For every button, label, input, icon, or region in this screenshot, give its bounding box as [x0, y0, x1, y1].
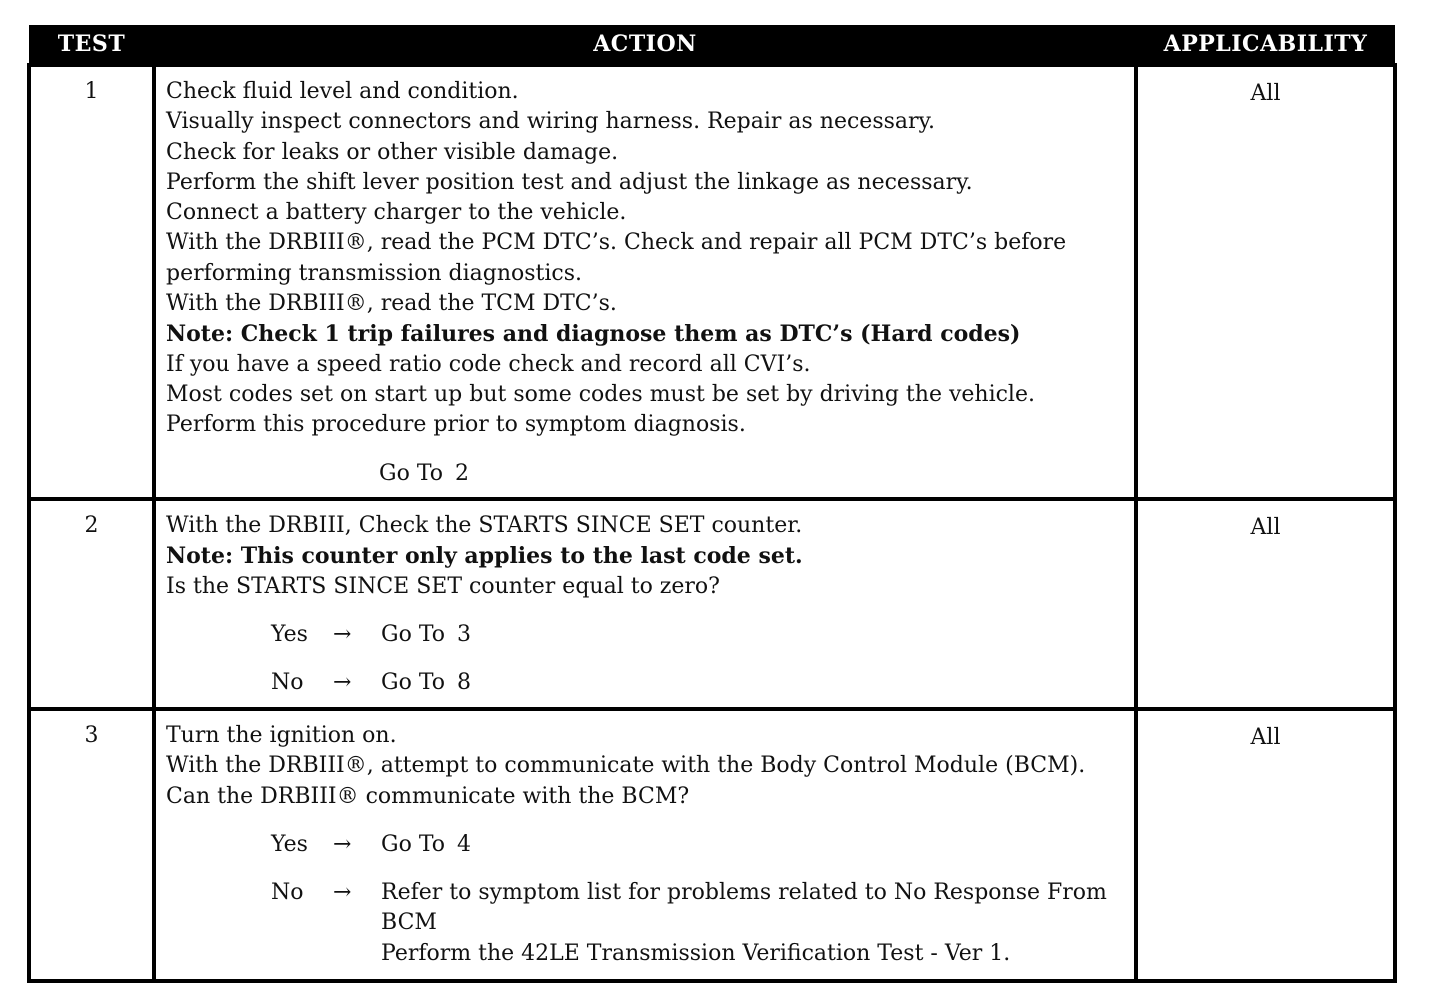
test-number: 2 — [29, 499, 154, 709]
action-line: With the DRBIII®, attempt to communicate with the Body Control Module (BCM). — [166, 753, 1086, 779]
yes-result — [381, 620, 1126, 650]
yes-label: Yes — [271, 831, 308, 857]
table-row-test-2 — [29, 499, 1395, 709]
header-test: TEST — [29, 25, 154, 65]
action-line: Turn the ignition on. — [166, 723, 397, 748]
applicability-value: All — [1136, 65, 1395, 499]
action-line: Check for leaks or other visible damage. — [166, 139, 619, 165]
arrow-right-icon: → — [333, 880, 352, 906]
arrow-right-icon: → — [333, 670, 352, 696]
no-result — [381, 668, 1126, 698]
question-text: Can the DRBIII® communicate with the BCM? — [166, 783, 690, 809]
action-cell — [154, 65, 1136, 499]
goto-label: Go To — [381, 621, 446, 647]
yes-result — [381, 830, 1126, 860]
table-header-row — [29, 25, 1395, 65]
applicability-value: All — [1136, 709, 1395, 981]
goto-label: Go To — [379, 460, 444, 486]
note-text: Note: This counter only applies to the last code set. — [166, 543, 803, 570]
no-result — [381, 878, 1126, 969]
goto-target: 8 — [457, 670, 472, 696]
header-applicability: APPLICABILITY — [1136, 25, 1395, 65]
action-line: Perform this procedure prior to symptom diagnosis. — [166, 412, 746, 438]
yes-label: Yes — [271, 621, 308, 647]
diagnostic-test-table — [27, 25, 1397, 983]
test-number: 3 — [29, 709, 154, 981]
goto-target: 4 — [457, 831, 472, 857]
action-cell — [154, 499, 1136, 709]
goto-label: Go To — [381, 831, 446, 857]
arrow-right-icon: → — [333, 621, 352, 647]
action-line: If you have a speed ratio code check and record all CVI’s. — [166, 351, 811, 377]
action-line: With the DRBIII®, read the TCM DTC’s. — [166, 291, 617, 317]
table-row-test-1 — [29, 65, 1395, 499]
action-line: With the DRBIII, Check the STARTS SINCE SET counter. — [166, 513, 803, 538]
applicability-value: All — [1136, 499, 1395, 709]
action-line: With the DRBIII®, read the PCM DTC’s. Check and repair all PCM DTC’s before performing transmission diagnostics. — [166, 230, 1067, 286]
question-text: Is the STARTS SINCE SET counter equal to zero? — [166, 573, 720, 599]
action-cell — [154, 709, 1136, 981]
goto-target: 3 — [457, 621, 472, 647]
action-line: Most codes set on start up but some codes must be set by driving the vehicle. — [166, 381, 1035, 407]
no-result-text: Refer to symptom list for problems related to No Response From BCM — [381, 880, 1107, 936]
no-label: No — [271, 670, 304, 696]
no-label: No — [271, 880, 304, 906]
arrow-right-icon: → — [333, 831, 352, 857]
action-line: Visually inspect connectors and wiring harness. Repair as necessary. — [166, 109, 936, 135]
no-branch — [166, 878, 1126, 969]
table-row-test-3 — [29, 709, 1395, 981]
yes-branch — [166, 620, 1126, 650]
no-branch — [166, 668, 1126, 698]
test-number: 1 — [29, 65, 154, 499]
action-line: Connect a battery charger to the vehicle. — [166, 200, 627, 226]
action-line: Check fluid level and condition. — [166, 79, 519, 104]
header-action: ACTION — [154, 25, 1136, 65]
goto-instruction — [166, 459, 1126, 489]
action-line: Perform the shift lever position test and adjust the linkage as necessary. — [166, 169, 973, 195]
goto-label: Go To — [381, 670, 446, 696]
yes-branch — [166, 830, 1126, 860]
note-text: Note: Check 1 trip failures and diagnose them as DTC’s (Hard codes) — [166, 321, 1021, 348]
goto-target: 2 — [455, 460, 470, 486]
diagnostic-table-page — [27, 25, 1393, 983]
no-result-text: Perform the 42LE Transmission Verification Test - Ver 1. — [381, 940, 1011, 966]
